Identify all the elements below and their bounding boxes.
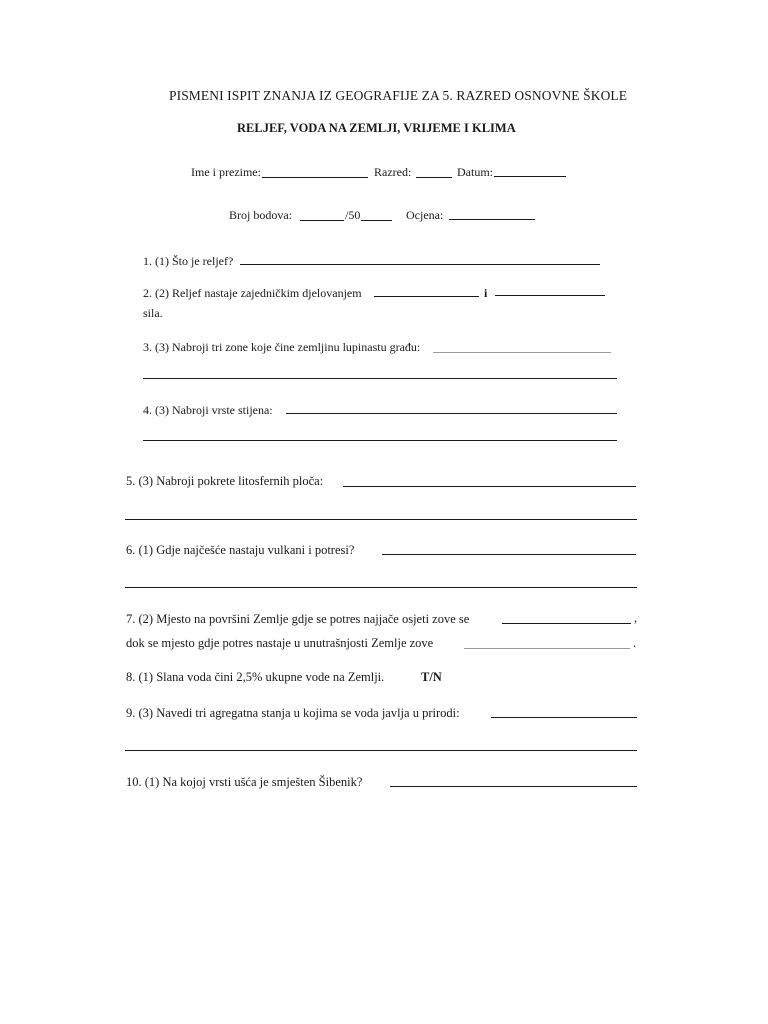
question-7-period: . bbox=[633, 636, 637, 650]
date-label: Datum: bbox=[457, 165, 493, 179]
name-field[interactable] bbox=[262, 177, 368, 178]
question-7-suffix: dok se mjesto gdje potres nastaje u unutrašnjosti Zemlje zove bbox=[126, 636, 434, 650]
question-4: 4. (3) Nabroji vrste stijena: bbox=[143, 403, 273, 417]
question-7: 7. (2) Mjesto na površini Zemlje gdje se potres najjače osjeti zove se bbox=[126, 612, 470, 626]
question-3: 3. (3) Nabroji tri zone koje čine zemljinu lupinastu građu: bbox=[143, 340, 421, 354]
question-6: 6. (1) Gdje najčešće nastaju vulkani i potresi? bbox=[126, 543, 355, 557]
grade-label: Ocjena: bbox=[406, 208, 444, 222]
answer-line-1[interactable] bbox=[240, 264, 600, 265]
question-9: 9. (3) Navedi tri agregatna stanja u kojima se voda javlja u prirodi: bbox=[126, 706, 460, 720]
true-false-answer[interactable]: T/N bbox=[421, 670, 442, 684]
answer-line-7b[interactable] bbox=[464, 648, 630, 649]
answer-line-3a[interactable] bbox=[433, 352, 611, 353]
answer-line-4a[interactable] bbox=[286, 413, 617, 414]
question-1: 1. (1) Što je reljef? bbox=[143, 254, 234, 268]
date-field[interactable] bbox=[494, 176, 566, 177]
question-2: 2. (2) Reljef nastaje zajedničkim djelovanjem bbox=[143, 286, 362, 300]
answer-line-9a[interactable] bbox=[491, 717, 637, 718]
exam-subtitle: RELJEF, VODA NA ZEMLJI, VRIJEME I KLIMA bbox=[237, 121, 516, 135]
question-5: 5. (3) Nabroji pokrete litosfernih ploča: bbox=[126, 474, 324, 488]
class-field[interactable] bbox=[416, 177, 452, 178]
answer-line-2a[interactable] bbox=[374, 296, 479, 297]
question-10: 10. (1) Na kojoj vrsti ušća je smješten Šibenik? bbox=[126, 775, 363, 789]
question-2-and: i bbox=[484, 286, 488, 300]
answer-line-4b[interactable] bbox=[143, 440, 617, 441]
grade-field[interactable] bbox=[449, 219, 535, 220]
points-max: /50 bbox=[345, 208, 361, 222]
question-7-comma: , bbox=[634, 611, 638, 625]
answer-line-5b[interactable] bbox=[125, 519, 637, 520]
answer-line-6b[interactable] bbox=[125, 587, 637, 588]
answer-line-5a[interactable] bbox=[343, 486, 636, 487]
answer-line-10[interactable] bbox=[390, 786, 637, 787]
answer-line-3b[interactable] bbox=[143, 378, 617, 379]
answer-line-2b[interactable] bbox=[495, 295, 605, 296]
answer-line-9b[interactable] bbox=[125, 750, 637, 751]
points-label: Broj bodova: bbox=[229, 208, 292, 222]
question-2-suffix: sila. bbox=[143, 306, 163, 320]
class-label: Razred: bbox=[374, 165, 412, 179]
name-label: Ime i prezime: bbox=[191, 165, 261, 179]
answer-line-7a[interactable] bbox=[502, 623, 631, 624]
question-8: 8. (1) Slana voda čini 2,5% ukupne vode na Zemlji. bbox=[126, 670, 385, 684]
answer-line-6a[interactable] bbox=[382, 554, 636, 555]
exam-title: PISMENI ISPIT ZNANJA IZ GEOGRAFIJE ZA 5. RAZRED OSNOVNE ŠKOLE bbox=[169, 88, 628, 103]
